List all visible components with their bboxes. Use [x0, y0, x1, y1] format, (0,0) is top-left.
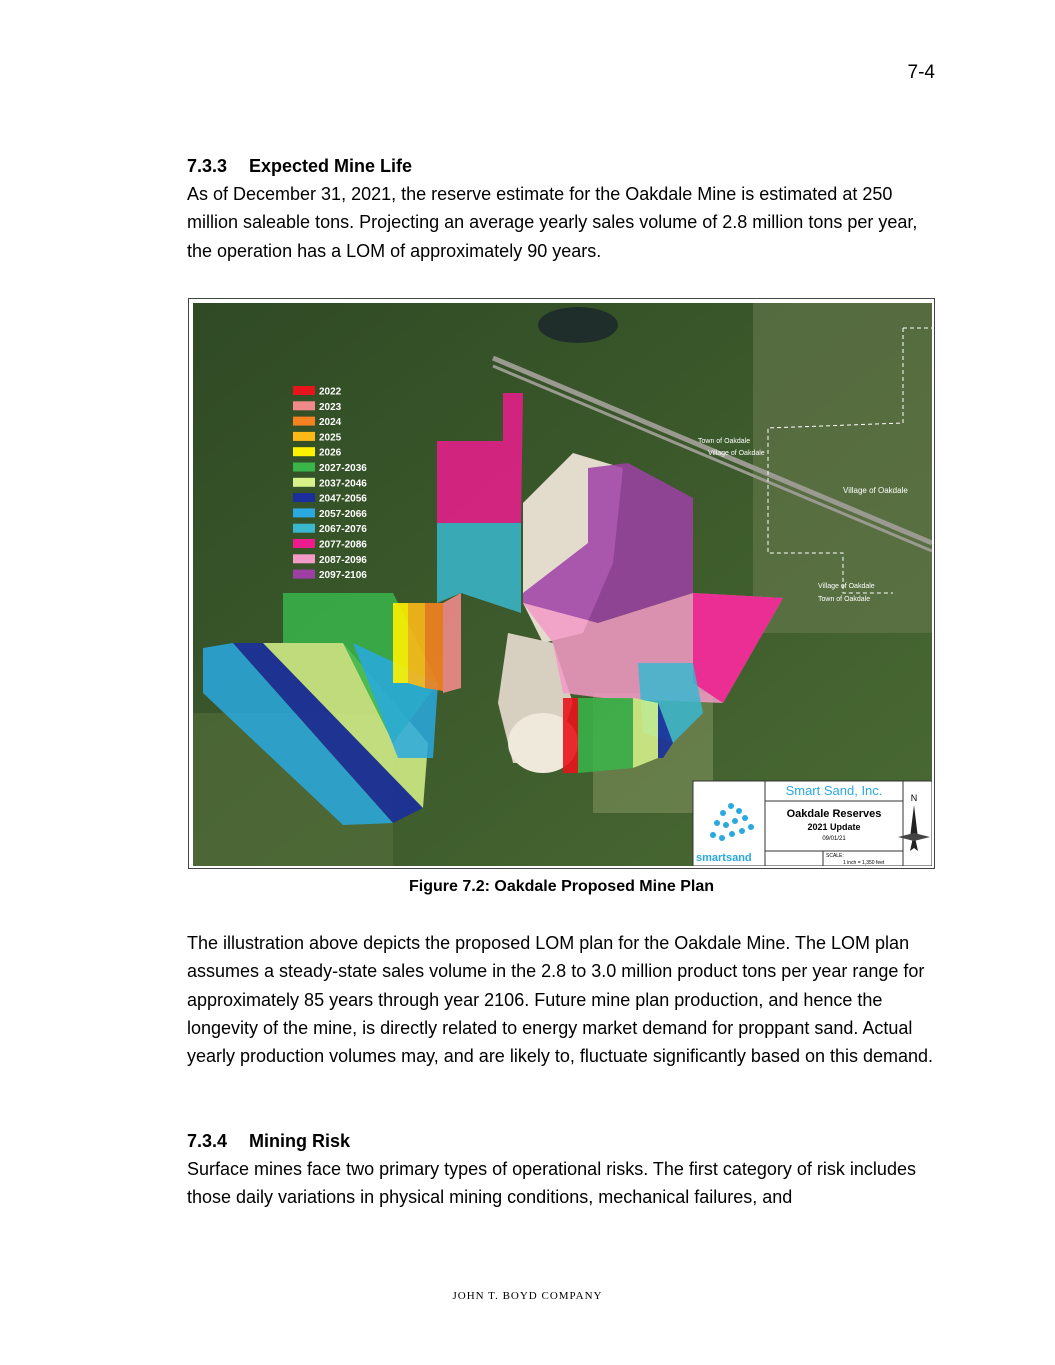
- lom-plan-paragraph: The illustration above depicts the proposed LOM plan for the Oakdale Mine. The LOM plan assumes a steady-state sales volume in the 2.8 to 3.0 million product tons per year range for approximately 85 years through year 2106. Future mine plan production, and hence the longevity of the mine, is directly related to energy market demand for proppant sand. Actual yearly production volumes may, and are likely to, fluctuate significantly based on this demand.: [187, 933, 934, 1067]
- pond: [538, 307, 618, 343]
- section-heading-expected-mine-life: [187, 156, 412, 177]
- legend-label: 2024: [319, 417, 342, 429]
- scale-value: 1 inch = 1,350 feet: [843, 860, 885, 866]
- company-name: Smart Sand, Inc.: [785, 783, 883, 798]
- legend-swatch: [293, 447, 315, 456]
- legend-swatch: [293, 478, 315, 487]
- legend-swatch: [293, 417, 315, 426]
- map-date: 09/01/21: [822, 836, 846, 842]
- legend-label: 2067-2076: [319, 524, 367, 536]
- map-subtitle: 2021 Update: [807, 822, 861, 832]
- legend-swatch: [293, 554, 315, 563]
- legend-swatch: [293, 432, 315, 441]
- block-2023: [443, 593, 461, 693]
- block-2024: [425, 603, 443, 691]
- block-2022: [563, 698, 578, 773]
- label-village-of-oakdale: Village of Oakdale: [708, 450, 765, 457]
- legend-swatch: [293, 463, 315, 472]
- legend-label: 2087-2096: [319, 554, 367, 566]
- legend-label: 2022: [319, 386, 342, 398]
- label-village-of-oakdale-center: Village of Oakdale: [843, 486, 908, 495]
- legend-swatch: [293, 508, 315, 517]
- legend-swatch: [293, 524, 315, 533]
- label-town-of-oakdale: Town of Oakdale: [698, 438, 751, 445]
- section-title: Mining Risk: [249, 1131, 351, 1151]
- legend-label: 2077-2086: [319, 539, 367, 551]
- logo-text: smartsand: [696, 852, 752, 864]
- label-village-of-oakdale-2: Village of Oakdale: [818, 583, 875, 590]
- section-number: 7.3.3: [187, 156, 228, 176]
- expected-mine-life-paragraph: As of December 31, 2021, the reserve estimate for the Oakdale Mine is estimated at 250 million saleable tons. Projecting an average yearly sales volume of 2.8 million tons per year, the operation has a LOM of approximately 90 years.: [187, 184, 918, 261]
- legend-label: 2097-2106: [319, 570, 367, 582]
- legend-swatch: [293, 386, 315, 395]
- mining-risk-paragraph: Surface mines face two primary types of operational risks. The first category of risk includes those daily variations in physical mining conditions, mechanical failures, and: [187, 1159, 916, 1208]
- block-2025: [408, 603, 425, 688]
- legend-swatch: [293, 493, 315, 502]
- section-title: Expected Mine Life: [249, 156, 413, 176]
- mine-plan-figure: [188, 298, 935, 869]
- figure-caption: Figure 7.2: Oakdale Proposed Mine Plan: [409, 878, 714, 895]
- legend-label: 2047-2056: [319, 493, 367, 505]
- legend-swatch: [293, 570, 315, 579]
- block-2026: [393, 603, 408, 683]
- footer: JOHN T. BOYD COMPANY: [452, 1290, 603, 1302]
- legend-swatch: [293, 539, 315, 548]
- map-title: Oakdale Reserves: [786, 808, 882, 820]
- legend-label: 2037-2046: [319, 478, 367, 490]
- legend-label: 2057-2066: [319, 508, 367, 520]
- section-heading-mining-risk: [187, 1131, 350, 1152]
- section-number: 7.3.4: [187, 1131, 228, 1151]
- block-2027-2036-b: [578, 698, 633, 773]
- legend-label: 2023: [319, 401, 342, 413]
- legend-label: 2026: [319, 447, 342, 459]
- page-number: 7-4: [907, 62, 935, 83]
- legend-label: 2025: [319, 432, 342, 444]
- north-label: N: [910, 793, 918, 803]
- block-2037-2046-b: [633, 698, 658, 768]
- label-town-of-oakdale-2: Town of Oakdale: [818, 596, 871, 603]
- legend-swatch: [293, 401, 315, 410]
- legend-label: 2027-2036: [319, 463, 367, 474]
- mine-plan-map: [193, 303, 932, 866]
- scale-label: SCALE:: [826, 853, 844, 859]
- title-block: [693, 781, 932, 866]
